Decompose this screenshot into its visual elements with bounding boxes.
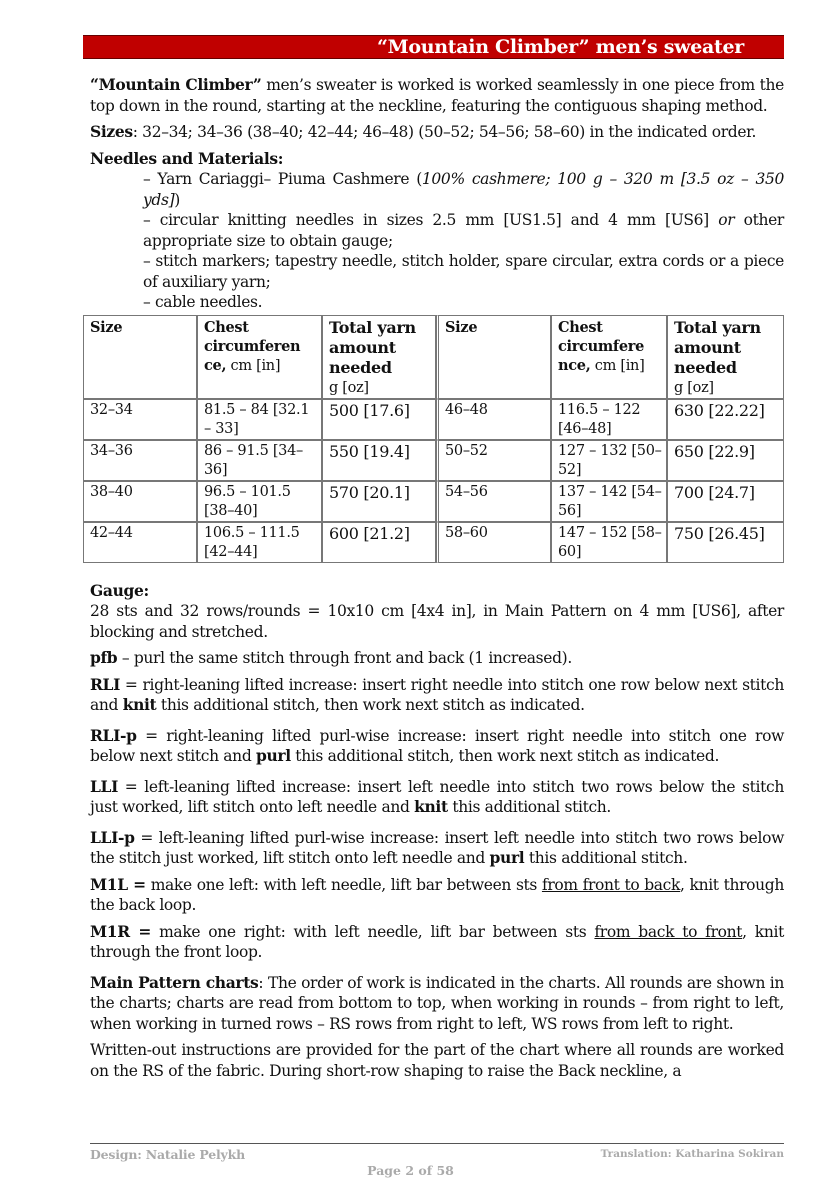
abbrev-rli <box>90 675 784 716</box>
table-row <box>83 440 784 481</box>
materials-item-tail: ) <box>174 190 180 209</box>
materials-item-text: – Yarn Cariaggi– Piuma Cashmere ( <box>143 170 422 188</box>
abbrev-term: LLI <box>90 776 118 796</box>
abbrev-text: – purl the same stitch through front and back (1 increased). <box>117 649 572 667</box>
cell-chest: 81.5 – 84 [32.1 – 33] <box>197 399 322 440</box>
abbrev-text: this additional stitch, then work next stitch as indicated. <box>156 696 585 714</box>
header-yarn-unit: g [oz] <box>674 379 714 396</box>
materials-item-text: – stitch markers; tapestry needle, stitch holder, spare circular, extra cords or a piece of auxiliary yarn; <box>143 252 784 291</box>
header-yarn-text: Total yarn amount needed <box>674 317 761 377</box>
abbrev-rli-p <box>90 726 784 767</box>
abbrev-text: = right-leaning lifted increase: insert right needle into stitch one row below next stitch and <box>90 675 784 714</box>
abbrev-emphasis: knit <box>122 695 157 714</box>
abbrev-lli-p <box>90 828 784 869</box>
header-yarn-unit: g [oz] <box>329 379 369 396</box>
header-chest-2 <box>551 315 667 399</box>
abbrev-term: M1R = <box>90 921 151 941</box>
abbrev-text: make one left: with left needle, lift bar between sts <box>145 875 542 894</box>
abbrev-text: this additional stitch. <box>524 849 688 867</box>
abbrev-term: RLI-p <box>90 725 137 745</box>
footer-translation-credit: Translation: Katharina Sokiran <box>600 1148 784 1160</box>
materials-list <box>90 169 784 313</box>
cell-size: 50–52 <box>436 440 551 481</box>
header-chest-text: Chest circumferen ce, <box>204 318 301 374</box>
abbrev-text: make one right: with left needle, lift bar between sts <box>150 922 595 941</box>
abbrev-text: = left-leaning lifted purl-wise increase: insert left needle into stitch two rows below the stitch just worked, lift stitch onto left needle and <box>90 828 784 867</box>
cell-yarn: 550 [19.4] <box>322 440 436 481</box>
materials-item <box>143 251 784 292</box>
cell-size: 58–60 <box>436 522 551 563</box>
title-bar <box>83 35 784 59</box>
abbrev-term: RLI <box>90 674 120 694</box>
cell-chest: 137 – 142 [54–56] <box>551 481 667 522</box>
table-header-row <box>83 315 784 399</box>
table-row <box>83 481 784 522</box>
materials-item-tail: other appropriate size to obtain gauge; <box>143 211 784 250</box>
header-yarn <box>322 315 436 399</box>
sizes-paragraph <box>90 122 784 143</box>
abbrev-text: = right-leaning lifted purl-wise increase: insert right needle into stitch one row below next stitch and <box>90 726 784 765</box>
header-yarn-text: Total yarn amount needed <box>329 317 416 377</box>
abbrev-text: = left-leaning lifted increase: insert left needle into stitch two rows below the stitch just worked, lift stitch onto left needle and <box>90 777 784 816</box>
cell-size: 46–48 <box>436 399 551 440</box>
header-size-text: Size <box>90 318 123 336</box>
intro-paragraph <box>90 75 784 116</box>
cell-size: 34–36 <box>83 440 197 481</box>
cell-size: 32–34 <box>83 399 197 440</box>
written-out-paragraph: Written-out instructions are provided for the part of the chart where all rounds are worked on the RS of the fabric. During short-row shaping to raise the Back neckline, a <box>90 1041 784 1080</box>
materials-heading: Needles and Materials: <box>90 148 284 168</box>
footer-divider <box>90 1143 784 1144</box>
cell-yarn: 700 [24.7] <box>667 481 784 522</box>
abbrev-underline: from back to front <box>594 922 743 941</box>
header-chest-unit: cm [in] <box>590 357 645 374</box>
cell-chest: 147 – 152 [58–60] <box>551 522 667 563</box>
cell-chest: 106.5 – 111.5 [42–44] <box>197 522 322 563</box>
cell-yarn: 630 [22.22] <box>667 399 784 440</box>
abbrev-text: this additional stitch, then work next stitch as indicated. <box>290 747 720 765</box>
header-size-2 <box>436 315 551 399</box>
sizes-label: Sizes <box>90 122 133 141</box>
cell-chest: 96.5 – 101.5 [38–40] <box>197 481 322 522</box>
header-size <box>83 315 197 399</box>
document-title: “Mountain Climber” men’s sweater <box>377 36 744 58</box>
cell-yarn: 600 [21.2] <box>322 522 436 563</box>
materials-item-italic: 100% cashmere; 100 g – 320 m [3.5 oz – 350 yds] <box>143 170 784 209</box>
cell-chest: 116.5 – 122 [46–48] <box>551 399 667 440</box>
cell-chest: 86 – 91.5 [34– 36] <box>197 440 322 481</box>
main-pattern-paragraph <box>90 973 784 1035</box>
cell-size: 54–56 <box>436 481 551 522</box>
table-row <box>83 522 784 563</box>
gauge-text: 28 sts and 32 rows/rounds = 10x10 cm [4x4 in], in Main Pattern on 4 mm [US6], after blocking and stretched. <box>90 602 784 641</box>
abbrev-term: LLI-p <box>90 827 135 847</box>
abbrev-text: , knit through the back loop. <box>90 875 784 914</box>
abbrev-term: pfb <box>90 648 118 667</box>
cell-yarn: 570 [20.1] <box>322 481 436 522</box>
header-chest-unit: cm [in] <box>226 357 281 374</box>
abbrev-emphasis: purl <box>489 848 525 867</box>
sizes-text: : 32–34; 34–36 (38–40; 42–44; 46–48) (50–52; 54–56; 58–60) in the indicated order. <box>132 123 757 141</box>
page-content <box>90 75 784 1087</box>
cell-yarn: 500 [17.6] <box>322 399 436 440</box>
materials-item <box>143 169 784 210</box>
cell-yarn: 650 [22.9] <box>667 440 784 481</box>
header-chest <box>197 315 322 399</box>
abbrev-text: this additional stitch. <box>447 798 612 816</box>
header-yarn-2 <box>667 315 784 399</box>
materials-item-text: – cable needles. <box>143 293 263 311</box>
cell-size: 38–40 <box>83 481 197 522</box>
abbrev-text: , knit through the front loop. <box>90 922 784 961</box>
materials-item-italic: or <box>718 211 735 229</box>
main-pattern-text: : The order of work is indicated in the charts. All rounds are shown in the charts; charts are read from bottom to top, when working in rounds – from right to left, when working in turned rows – RS rows from right to left, WS rows from left to right. <box>90 973 785 1033</box>
abbrev-lli <box>90 777 784 818</box>
gauge-heading: Gauge: <box>90 580 149 600</box>
abbrev-emphasis: purl <box>255 746 291 765</box>
materials-item <box>143 292 784 313</box>
cell-chest: 127 – 132 [50–52] <box>551 440 667 481</box>
abbrev-emphasis: knit <box>414 797 448 816</box>
main-pattern-bold: Main Pattern charts <box>90 972 259 992</box>
sizes-table <box>83 315 784 563</box>
abbrev-m1l <box>90 875 784 916</box>
header-size-text: Size <box>445 318 478 336</box>
abbrev-m1r <box>90 922 784 963</box>
abbrev-pfb <box>90 648 784 669</box>
intro-bold: “Mountain Climber” <box>90 75 262 94</box>
footer-design-credit: Design: Natalie Pelykh <box>90 1147 245 1162</box>
cell-size: 42–44 <box>83 522 197 563</box>
intro-text: men’s sweater is worked is worked seamlessly in one piece from the top down in the round, starting at the neckline, featuring the contiguous shaping method. <box>90 76 784 115</box>
abbrev-underline: from front to back <box>541 875 681 894</box>
abbrev-term: M1L = <box>90 874 146 894</box>
header-chest-text: Chest circumfere nce, <box>558 318 645 374</box>
materials-item <box>143 210 784 251</box>
table-row <box>83 399 784 440</box>
cell-yarn: 750 [26.45] <box>667 522 784 563</box>
materials-item-text: – circular knitting needles in sizes 2.5 mm [US1.5] and 4 mm [US6] <box>143 211 719 229</box>
page-number: Page 2 of 58 <box>367 1163 454 1178</box>
